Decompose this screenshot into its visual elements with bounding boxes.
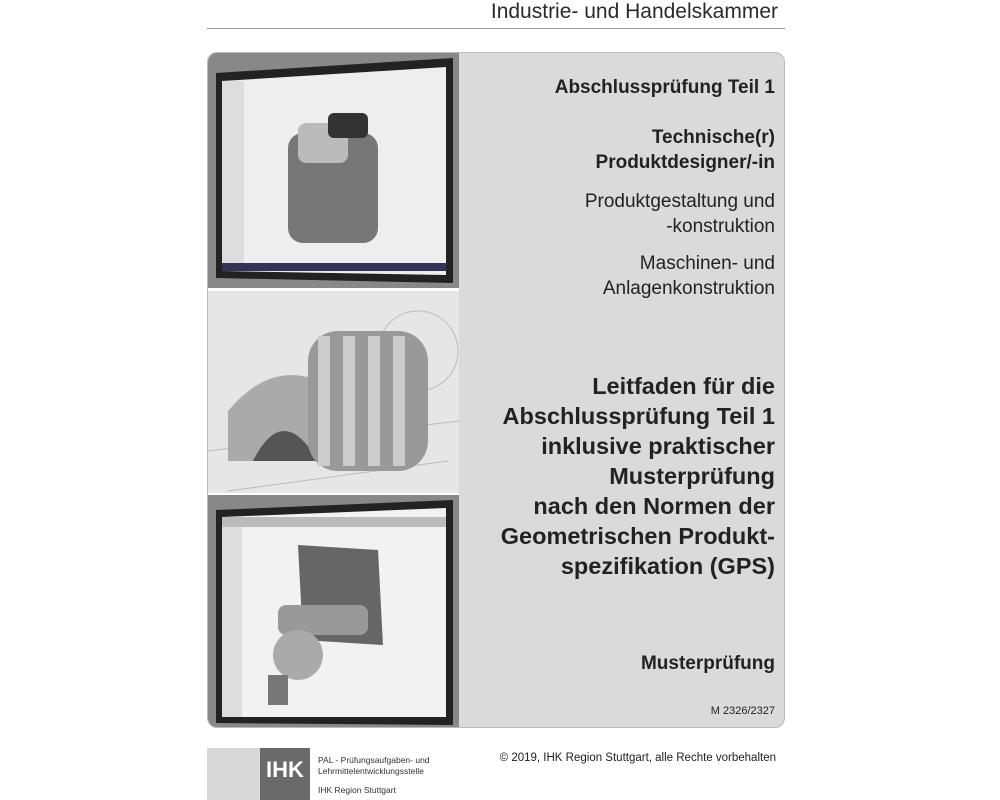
specialization-2: [603, 251, 775, 301]
pal-description: [318, 755, 430, 777]
main-title-line: inklusive praktischer: [541, 433, 775, 459]
ihk-logo-mark: IHK: [260, 748, 310, 800]
main-title-line: Geometrischen Produkt-: [500, 523, 775, 549]
gear-rendering-image: [208, 291, 459, 493]
main-title-line: Leitfaden für die: [592, 373, 775, 399]
profession-line: Technische(r): [651, 127, 775, 148]
pal-line: Lehrmittelentwicklungsstelle: [318, 766, 424, 776]
exam-title: Abschlussprüfung Teil 1: [554, 77, 775, 98]
ihk-logo: [207, 748, 310, 800]
specialization-line: Maschinen- und: [639, 253, 775, 274]
profession: [596, 125, 775, 175]
cover-text-area: [459, 53, 784, 727]
pal-line: PAL - Prüfungsaufgaben- und: [318, 755, 430, 765]
document-type: Musterprüfung: [640, 653, 775, 674]
pal-region: IHK Region Stuttgart: [318, 785, 396, 795]
specialization-line: -konstruktion: [666, 216, 775, 237]
main-title-line: Musterprüfung: [609, 463, 775, 489]
cover-panel: [207, 52, 785, 728]
organization-name: Industrie- und Handelskammer: [490, 0, 778, 23]
image-column: [208, 53, 459, 727]
profession-line: Produktdesigner/-in: [595, 152, 775, 173]
main-title-line: nach den Normen der: [533, 493, 775, 519]
main-title: [501, 371, 775, 581]
specialization-line: Anlagenkonstruktion: [602, 278, 775, 299]
header-divider: [207, 28, 785, 29]
copyright: © 2019, IHK Region Stuttgart, alle Rechte vorbehalten: [499, 752, 776, 764]
cad-monitor-image-2: [208, 495, 459, 728]
document-code: M 2326/2327: [710, 705, 775, 717]
main-title-line: spezifikation (GPS): [560, 553, 775, 579]
main-title-line: Abschlussprüfung Teil 1: [502, 403, 775, 429]
cad-monitor-image-1: [208, 53, 459, 288]
specialization-1: [585, 189, 775, 239]
specialization-line: Produktgestaltung und: [584, 191, 775, 212]
